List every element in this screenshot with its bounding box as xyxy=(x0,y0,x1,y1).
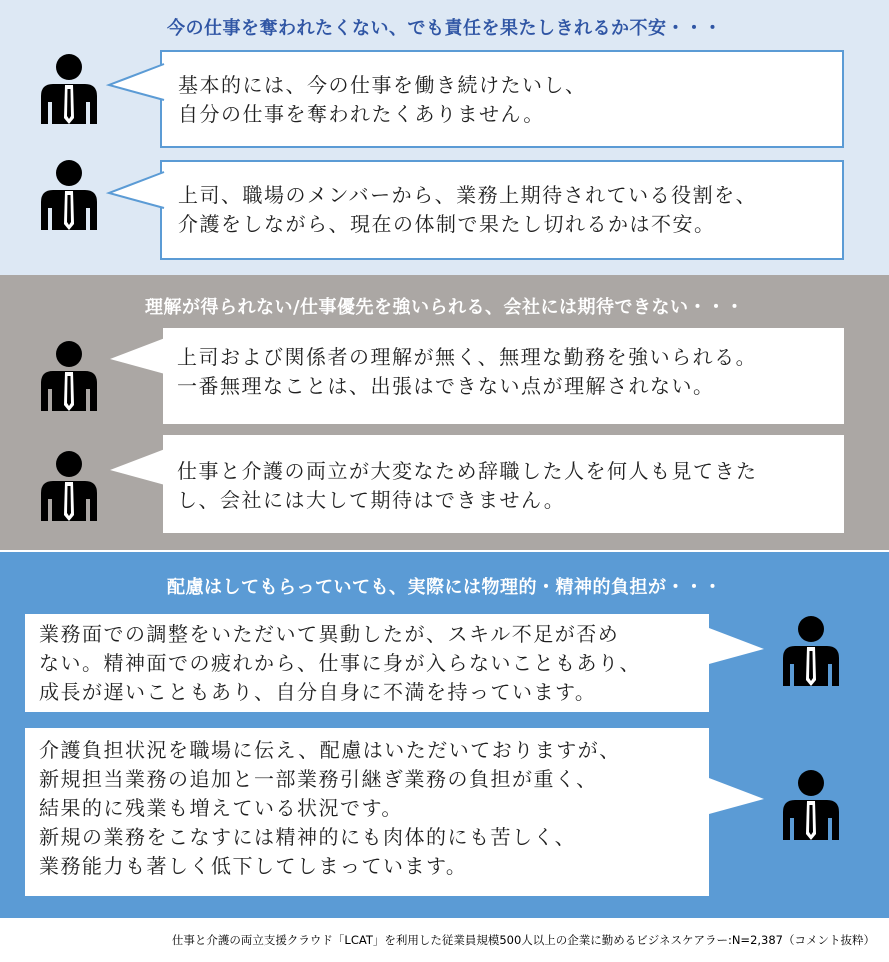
person-icon xyxy=(780,616,842,686)
person-icon xyxy=(38,160,100,230)
comment-line: 新規の業務をこなすには精神的にも肉体的にも苦しく、 xyxy=(39,825,577,849)
comment-bubble-1 xyxy=(160,50,844,148)
comment-bubble-2 xyxy=(160,160,844,260)
comment-line: し、会社には大して期待はできません。 xyxy=(177,488,566,512)
comment-bubble-3 xyxy=(163,328,844,424)
comment-line: 業務面での調整をいただいて異動したが、スキル不足が否め xyxy=(39,622,620,646)
section-panel-2 xyxy=(0,275,889,550)
comment-line: 一番無理なことは、出張はできない点が理解されない。 xyxy=(177,374,715,398)
comment-line: 上司、職場のメンバーから、業務上期待されている役割を、 xyxy=(178,183,758,207)
comment-line: 介護負担状況を職場に伝え、配慮はいただいておりますが、 xyxy=(39,738,621,762)
comment-line: 結果的に残業も増えている状況です。 xyxy=(39,796,403,820)
comment-bubble-6 xyxy=(25,728,709,896)
source-footnote: 仕事と介護の両立支援クラウド「LCAT」を利用した従業員規模500人以上の企業に勤めるビジネスケアラー:N=2,387（コメント抜粋） xyxy=(171,933,875,947)
section-panel-3 xyxy=(0,552,889,918)
comment-line: 成長が遅いこともあり、自分自身に不満を持っています。 xyxy=(39,680,597,704)
person-icon xyxy=(38,341,100,411)
comment-line: 新規担当業務の追加と一部業務引継ぎ業務の負担が重く、 xyxy=(39,767,598,791)
section-heading-2: 理解が得られない/仕事優先を強いられる、会社には期待できない・・・ xyxy=(144,297,745,318)
person-icon xyxy=(780,770,842,840)
person-icon xyxy=(38,451,100,521)
section-heading-3: 配慮はしてもらっていても、実際には物理的・精神的負担が・・・ xyxy=(167,577,722,598)
section-heading-1: 今の仕事を奪われたくない、でも責任を果たしきれるか不安・・・ xyxy=(167,18,722,39)
comment-line: 業務能力も著しく低下してしまっています。 xyxy=(39,854,468,878)
comment-bubble-4 xyxy=(163,435,844,533)
comment-line: 仕事と介護の両立が大変なため辞職した人を何人も見てきた xyxy=(177,459,758,483)
comment-bubble-5 xyxy=(25,614,709,712)
comment-line: 基本的には、今の仕事を働き続けたいし、 xyxy=(178,73,587,97)
comment-line: ない。精神面での疲れから、仕事に身が入らないこともあり、 xyxy=(39,651,641,675)
comment-line: 自分の仕事を奪われたくありません。 xyxy=(178,102,545,126)
section-panel-1 xyxy=(0,0,889,275)
comment-line: 上司および関係者の理解が無く、無理な勤務を強いられる。 xyxy=(177,345,758,369)
comment-line: 介護をしながら、現在の体制で果たし切れるかは不安。 xyxy=(178,212,716,236)
person-icon xyxy=(38,54,100,124)
